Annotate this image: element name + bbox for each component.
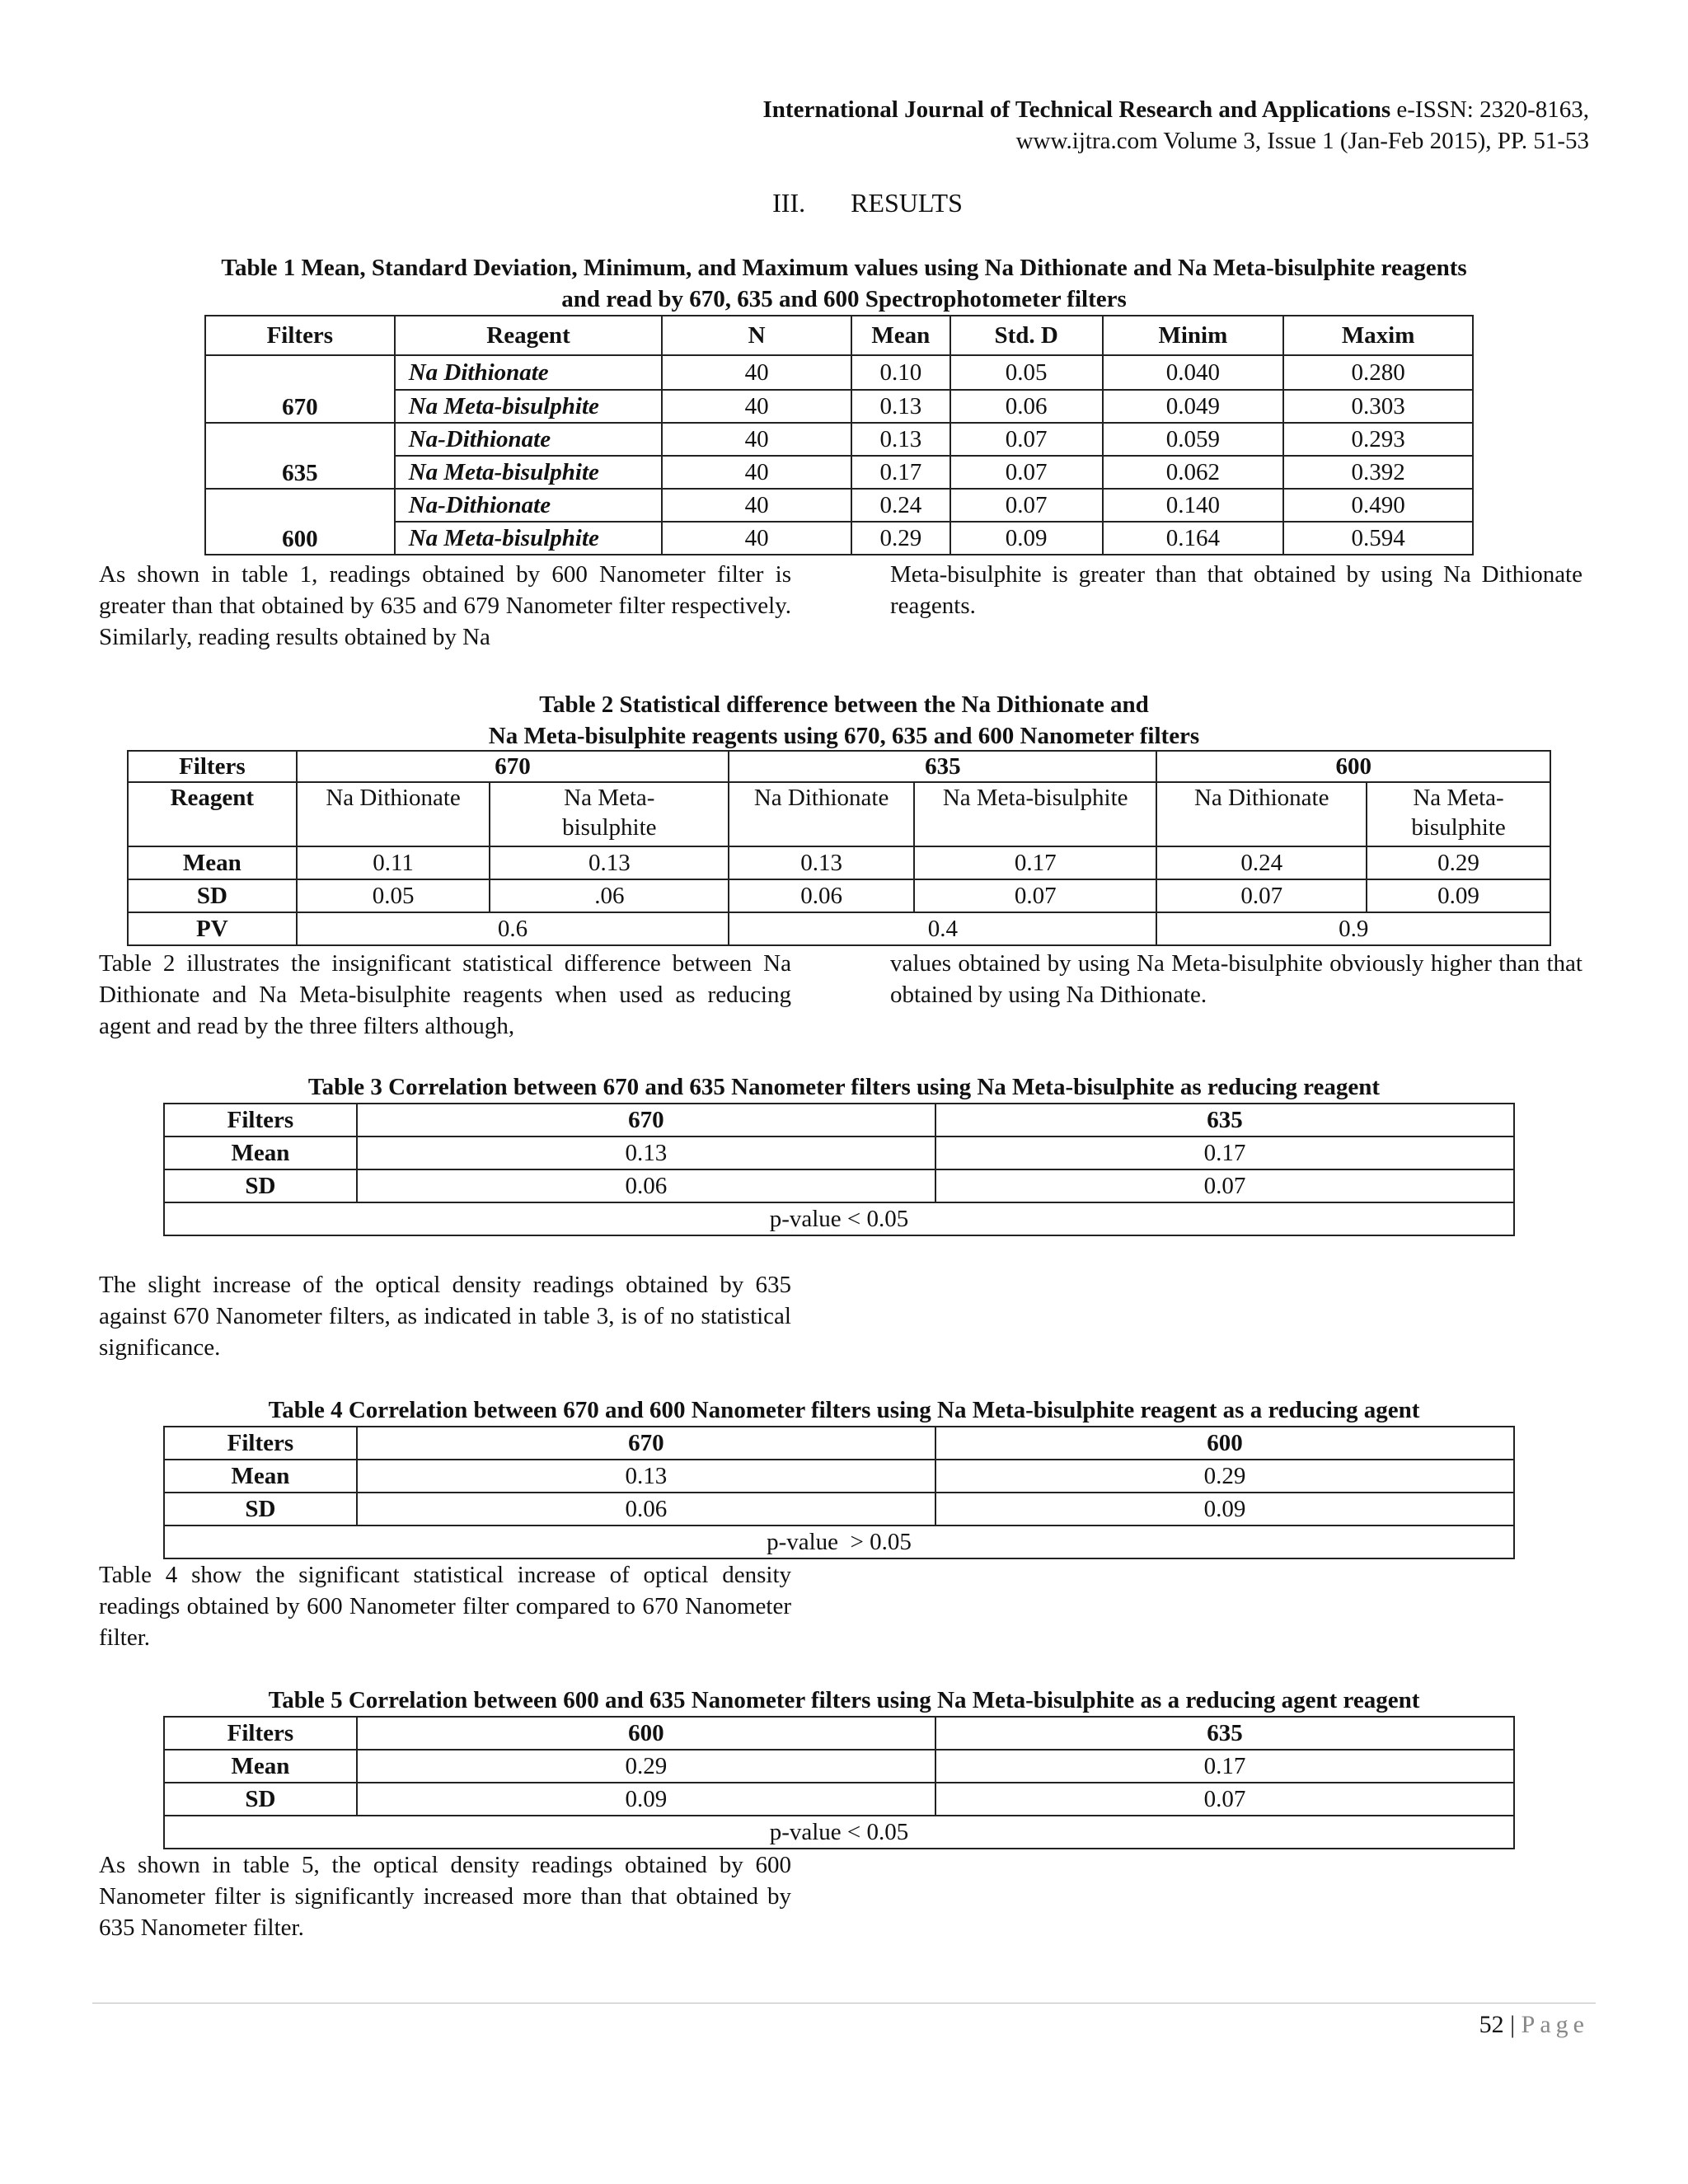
paragraph-5: As shown in table 5, the optical density readings obtained by 600 Nanometer filter is significantly increased more than that obtained by 635 Nanometer filter. (99, 1852, 791, 1941)
table1-cell: 0.07 (950, 456, 1103, 489)
table5-sd-label: SD (164, 1783, 357, 1816)
table2-filter-header: 670 (297, 751, 729, 782)
table1-filter-cell: 670 (205, 355, 395, 423)
table1-reagent-cell: Na Meta-bisulphite (395, 522, 663, 555)
table1-cell: 0.24 (851, 489, 950, 522)
table2-pv-cell: 0.4 (729, 912, 1156, 945)
journal-header (763, 94, 1589, 157)
table2-reagent-label: Reagent (128, 782, 297, 846)
table3 (163, 1103, 1515, 1236)
table1-cell: 0.392 (1283, 456, 1473, 489)
table1-cell: 0.280 (1283, 355, 1473, 390)
table1-header-row (205, 316, 1473, 355)
table5-col-header: 600 (357, 1717, 935, 1750)
table1-cell: 0.13 (851, 390, 950, 423)
table2-cell: .06 (490, 879, 729, 912)
table2 (127, 750, 1551, 946)
table3-cell: 0.07 (935, 1169, 1514, 1202)
table4-sd-label: SD (164, 1493, 357, 1526)
table1-cell: 40 (662, 489, 851, 522)
table1-filter-cell: 600 (205, 489, 395, 555)
table1-header-cell: N (662, 316, 851, 355)
table1-cell: 40 (662, 456, 851, 489)
table1-caption-line1: Table 1 Mean, Standard Deviation, Minimum, and Maximum values using Na Dithionate and Na Meta-bisulphite reagents (221, 255, 1467, 281)
table5-pvalue: p-value < 0.05 (164, 1816, 1514, 1849)
table5 (163, 1716, 1515, 1849)
table1-cell: 40 (662, 355, 851, 390)
table-row (128, 846, 1550, 879)
table-row (164, 1783, 1514, 1816)
table1-caption (92, 252, 1596, 315)
section-title: RESULTS (851, 188, 963, 218)
table-row (205, 390, 1473, 423)
table2-reagent-cell: Na Dithionate (1156, 782, 1367, 846)
table4-pvalue: p-value > 0.05 (164, 1526, 1514, 1558)
table4-filters-label: Filters (164, 1427, 357, 1460)
table2-cell: 0.06 (729, 879, 914, 912)
table2-reagent-cell: Na Meta-bisulphite (1367, 782, 1550, 846)
journal-line-1 (763, 94, 1589, 125)
paragraph-1-left: As shown in table 1, readings obtained by 600 Nanometer filter is greater than that obtained by 635 and 679 Nanometer filter respectively. Similarly, reading results obtained by Na (99, 561, 791, 650)
table1-cell: 0.594 (1283, 522, 1473, 555)
table1-cell: 0.17 (851, 456, 950, 489)
table1-reagent-cell: Na-Dithionate (395, 423, 663, 456)
section-heading (0, 188, 1688, 218)
table3-cell: 0.06 (357, 1169, 935, 1202)
table1-header-cell: Maxim (1283, 316, 1473, 355)
table-row (164, 1137, 1514, 1169)
table1-filter-cell: 635 (205, 423, 395, 489)
table1-cell: 0.040 (1103, 355, 1284, 390)
table4-caption: Table 4 Correlation between 670 and 600 Nanometer filters using Na Meta-bisulphite reagent as a reducing agent (268, 1397, 1420, 1423)
page-number: 52 (1479, 2011, 1504, 2038)
table2-cell: 0.29 (1367, 846, 1550, 879)
table2-filters-row (128, 751, 1550, 782)
table1-header-cell: Minim (1103, 316, 1284, 355)
table2-pv-label: PV (128, 912, 297, 945)
table1-cell: 0.059 (1103, 423, 1284, 456)
table1-cell: 0.164 (1103, 522, 1284, 555)
table1-reagent-cell: Na Dithionate (395, 355, 663, 390)
table1-cell: 0.07 (950, 423, 1103, 456)
table-row (164, 1460, 1514, 1493)
table3-pvalue: p-value < 0.05 (164, 1202, 1514, 1235)
table1-cell: 0.490 (1283, 489, 1473, 522)
table-row (164, 1104, 1514, 1137)
table1-caption-line2: and read by 670, 635 and 600 Spectrophotometer filters (561, 286, 1127, 312)
table4-col-header: 670 (357, 1427, 935, 1460)
table3-filters-label: Filters (164, 1104, 357, 1137)
table-row (205, 489, 1473, 522)
table1-cell: 40 (662, 423, 851, 456)
paragraph-3: The slight increase of the optical density readings obtained by 635 against 670 Nanometer filters, as indicated in table 3, is of no statistical significance. (99, 1272, 791, 1361)
table2-mean-label: Mean (128, 846, 297, 879)
table-row (164, 1816, 1514, 1849)
section-number: III. (772, 188, 806, 218)
table1-cell: 0.06 (950, 390, 1103, 423)
table-row (164, 1202, 1514, 1235)
table-row (164, 1750, 1514, 1783)
table2-caption-line2: Na Meta-bisulphite reagents using 670, 635 and 600 Nanometer filters (488, 723, 1200, 749)
page-separator: | (1510, 2011, 1516, 2038)
table4-col-header: 600 (935, 1427, 1514, 1460)
table5-col-header: 635 (935, 1717, 1514, 1750)
table1-cell: 0.303 (1283, 390, 1473, 423)
table1-cell: 0.09 (950, 522, 1103, 555)
table5-cell: 0.17 (935, 1750, 1514, 1783)
table2-filter-header: 635 (729, 751, 1156, 782)
table-row (164, 1526, 1514, 1558)
table2-filters-label: Filters (128, 751, 297, 782)
table2-reagent-cell: Na Dithionate (729, 782, 914, 846)
table2-cell: 0.05 (297, 879, 490, 912)
journal-name: International Journal of Technical Research and Applications (762, 96, 1391, 123)
table4-cell: 0.29 (935, 1460, 1514, 1493)
table4-cell: 0.13 (357, 1460, 935, 1493)
table3-col-header: 670 (357, 1104, 935, 1137)
table1-cell: 0.049 (1103, 390, 1284, 423)
table-row (164, 1717, 1514, 1750)
table1-cell: 0.293 (1283, 423, 1473, 456)
table1-cell: 0.140 (1103, 489, 1284, 522)
table5-mean-label: Mean (164, 1750, 357, 1783)
table4 (163, 1426, 1515, 1559)
journal-line-2: www.ijtra.com Volume 3, Issue 1 (Jan-Feb 2015), PP. 51-53 (1015, 128, 1589, 154)
table2-caption (92, 689, 1596, 752)
table5-cell: 0.07 (935, 1783, 1514, 1816)
table2-reagent-cell: Na Dithionate (297, 782, 490, 846)
table-row (164, 1427, 1514, 1460)
table3-cell: 0.13 (357, 1137, 935, 1169)
table2-cell: 0.07 (914, 879, 1156, 912)
table2-reagent-cell: Na Meta-bisulphite (914, 782, 1156, 846)
table2-reagent-row (128, 782, 1550, 846)
table1-cell: 0.05 (950, 355, 1103, 390)
table2-cell: 0.24 (1156, 846, 1367, 879)
page-label: Page (1521, 2011, 1589, 2038)
table4-mean-label: Mean (164, 1460, 357, 1493)
table3-cell: 0.17 (935, 1137, 1514, 1169)
table3-sd-label: SD (164, 1169, 357, 1202)
journal-issn: e-ISSN: 2320-8163, (1390, 96, 1589, 123)
paragraph-2-right: values obtained by using Na Meta-bisulphite obviously higher than that obtained by using Na Dithionate. (890, 950, 1582, 1008)
table2-pv-cell: 0.9 (1156, 912, 1550, 945)
table4-cell: 0.09 (935, 1493, 1514, 1526)
table2-cell: 0.09 (1367, 879, 1550, 912)
table2-cell: 0.13 (490, 846, 729, 879)
table3-col-header: 635 (935, 1104, 1514, 1137)
table-row (128, 912, 1550, 945)
table5-cell: 0.29 (357, 1750, 935, 1783)
table1-header-cell: Reagent (395, 316, 663, 355)
table1-reagent-cell: Na Meta-bisulphite (395, 456, 663, 489)
table-row (164, 1169, 1514, 1202)
paragraph-1-right: Meta-bisulphite is greater than that obtained by using Na Dithionate reagents. (890, 561, 1582, 619)
table1-cell: 40 (662, 390, 851, 423)
table2-reagent-cell: Na Meta-bisulphite (490, 782, 729, 846)
table-row (164, 1493, 1514, 1526)
table5-cell: 0.09 (357, 1783, 935, 1816)
table1-cell: 0.29 (851, 522, 950, 555)
paragraph-2-left: Table 2 illustrates the insignificant statistical difference between Na Dithionate and Na Meta-bisulphite reagents when used as reducing agent and read by the three filters although, (99, 950, 791, 1039)
table-row (205, 423, 1473, 456)
table3-mean-label: Mean (164, 1137, 357, 1169)
table2-pv-cell: 0.6 (297, 912, 729, 945)
table2-cell: 0.13 (729, 846, 914, 879)
table1-reagent-cell: Na-Dithionate (395, 489, 663, 522)
table2-cell: 0.17 (914, 846, 1156, 879)
footer-divider (92, 2003, 1596, 2004)
table-row (205, 355, 1473, 390)
table5-filters-label: Filters (164, 1717, 357, 1750)
table1-cell: 0.07 (950, 489, 1103, 522)
table1-cell: 0.10 (851, 355, 950, 390)
table2-sd-label: SD (128, 879, 297, 912)
table-row (205, 456, 1473, 489)
table3-caption: Table 3 Correlation between 670 and 635 Nanometer filters using Na Meta-bisulphite as reducing reagent (307, 1074, 1381, 1100)
table1-header-cell: Std. D (950, 316, 1103, 355)
table2-filter-header: 600 (1156, 751, 1550, 782)
table1-header-cell: Filters (205, 316, 395, 355)
table1 (204, 315, 1474, 555)
table1-cell: 0.13 (851, 423, 950, 456)
table2-caption-line1: Table 2 Statistical difference between the Na Dithionate and (539, 691, 1149, 718)
table1-reagent-cell: Na Meta-bisulphite (395, 390, 663, 423)
table1-cell: 0.062 (1103, 456, 1284, 489)
table5-caption: Table 5 Correlation between 600 and 635 Nanometer filters using Na Meta-bisulphite as a reducing agent reagent (268, 1687, 1420, 1713)
table1-cell: 40 (662, 522, 851, 555)
table-row (128, 879, 1550, 912)
table2-cell: 0.11 (297, 846, 490, 879)
paragraph-4: Table 4 show the significant statistical increase of optical density readings obtained by 600 Nanometer filter compared to 670 Nanometer filter. (99, 1562, 791, 1651)
table1-header-cell: Mean (851, 316, 950, 355)
table2-cell: 0.07 (1156, 879, 1367, 912)
table-row (205, 522, 1473, 555)
page-footer (1479, 2011, 1589, 2039)
table4-cell: 0.06 (357, 1493, 935, 1526)
